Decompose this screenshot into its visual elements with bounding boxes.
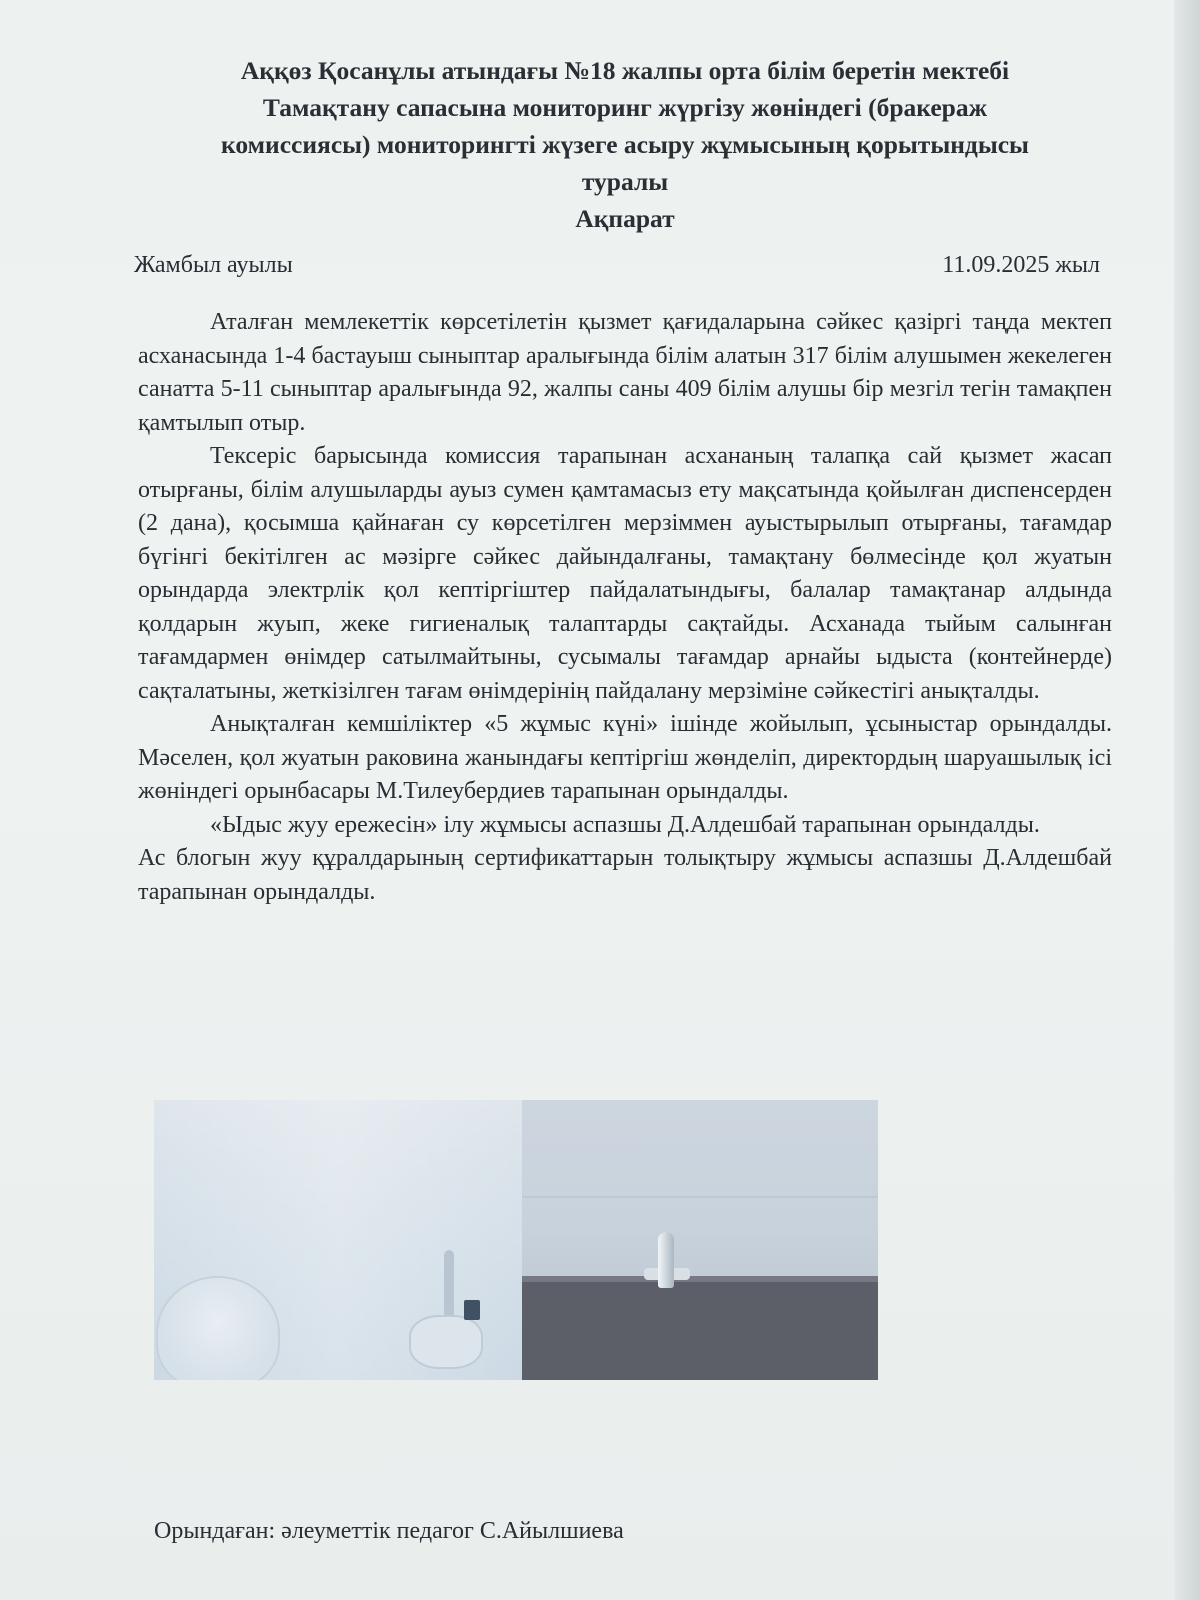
- dispenser-shape: [464, 1300, 480, 1320]
- place-name: Жамбыл ауылы: [134, 252, 293, 278]
- signature-line: Орындаған: әлеуметтік педагог С.Айылшиева: [154, 1518, 624, 1544]
- wall-seam: [522, 1196, 878, 1198]
- countertop-shape: [522, 1282, 878, 1380]
- sink-basin-shape: [156, 1276, 280, 1380]
- paragraph-2: Тексеріс барысында комиссия тарапынан асхананың талапқа сай қызмет жасап отырғаны, білім алушыларды ауыз сумен қамтамасыз ету мақсатында қойылған диспенсерден (2 дана), қосымша қайнаған су көрсетілген мерзіммен ауыстырылып отырғаны, тағамдар бүгінгі бекітілген ас мәзірге сәйкес дайындалғаны, тамақтану бөлмесінде қол жуатын орындарда электрлік қол кептіргіштер пайдалатындығы, балалар тамақтанар алдында қолдарын жуып, жеке гигиеналық талаптарды сақтайды. Асханада тыйым салынған тағамдармен өнімдер сатылмайтыны, сусымалы тағамдар арнайы ыдыста (контейнерде) сақталатыны, жеткізілген тағам өнімдерінің пайдалану мерзіміне сәйкестігі анықталды.: [138, 443, 1112, 704]
- paragraph-4: «Ыдыс жуу ережесін» ілу жұмысы аспазшы Д.Алдешбай тарапынан орындалды.: [210, 811, 1040, 838]
- paragraph-5: Ас блогын жуу құралдарының сертификаттарын толықтыру жұмысы аспазшы Д.Алдешбай тарапынан орындалды.: [138, 845, 1112, 905]
- title-line-2: Тамақтану сапасына мониторинг жүргізу жөніндегі (бракераж: [262, 93, 988, 122]
- photo-strip: [154, 1100, 878, 1380]
- document-body: [138, 306, 1112, 909]
- paragraph-3: Анықталған кемшіліктер «5 жұмыс күні» ішінде жойылып, ұсыныстар орындалды. Мәселен, қол жуатын раковина жанындағы кептіргіш жөнделіп, директордың шаруашылық ісі жөніндегі орынбасары М.Тилеубердиев тарапынан орындалды.: [138, 711, 1112, 804]
- page-edge-shadow: [1174, 0, 1200, 1600]
- document-date: 11.09.2025 жыл: [942, 252, 1100, 278]
- faucet-shape: [444, 1250, 454, 1320]
- title-line-4: туралы: [581, 167, 669, 196]
- title-line-3: комиссиясы) мониторингті жүзеге асыру жұмысының қорытындысы: [221, 130, 1029, 159]
- faucet-shape: [658, 1232, 674, 1288]
- paragraph-1: Аталған мемлекеттік көрсетілетін қызмет қағидаларына сәйкес қазіргі таңда мектеп асханасында 1-4 бастауыш сыныптар аралығында білім алатын 317 білім алушымен жекелеген санатта 5-11 сыныптар аралығында 92, жалпы саны 409 білім алушы бір мезгіл тегін тамақпен қамтылып отыр.: [138, 309, 1112, 436]
- photo-washbasin: [154, 1100, 522, 1380]
- title-line-1: Аққөз Қосанұлы атындағы №18 жалпы орта білім беретін мектебі: [240, 56, 1010, 85]
- title-line-5: Ақпарат: [575, 204, 675, 233]
- document-title: [140, 52, 1110, 237]
- small-sink-shape: [409, 1315, 483, 1369]
- photo-kitchen-sink: [522, 1100, 878, 1380]
